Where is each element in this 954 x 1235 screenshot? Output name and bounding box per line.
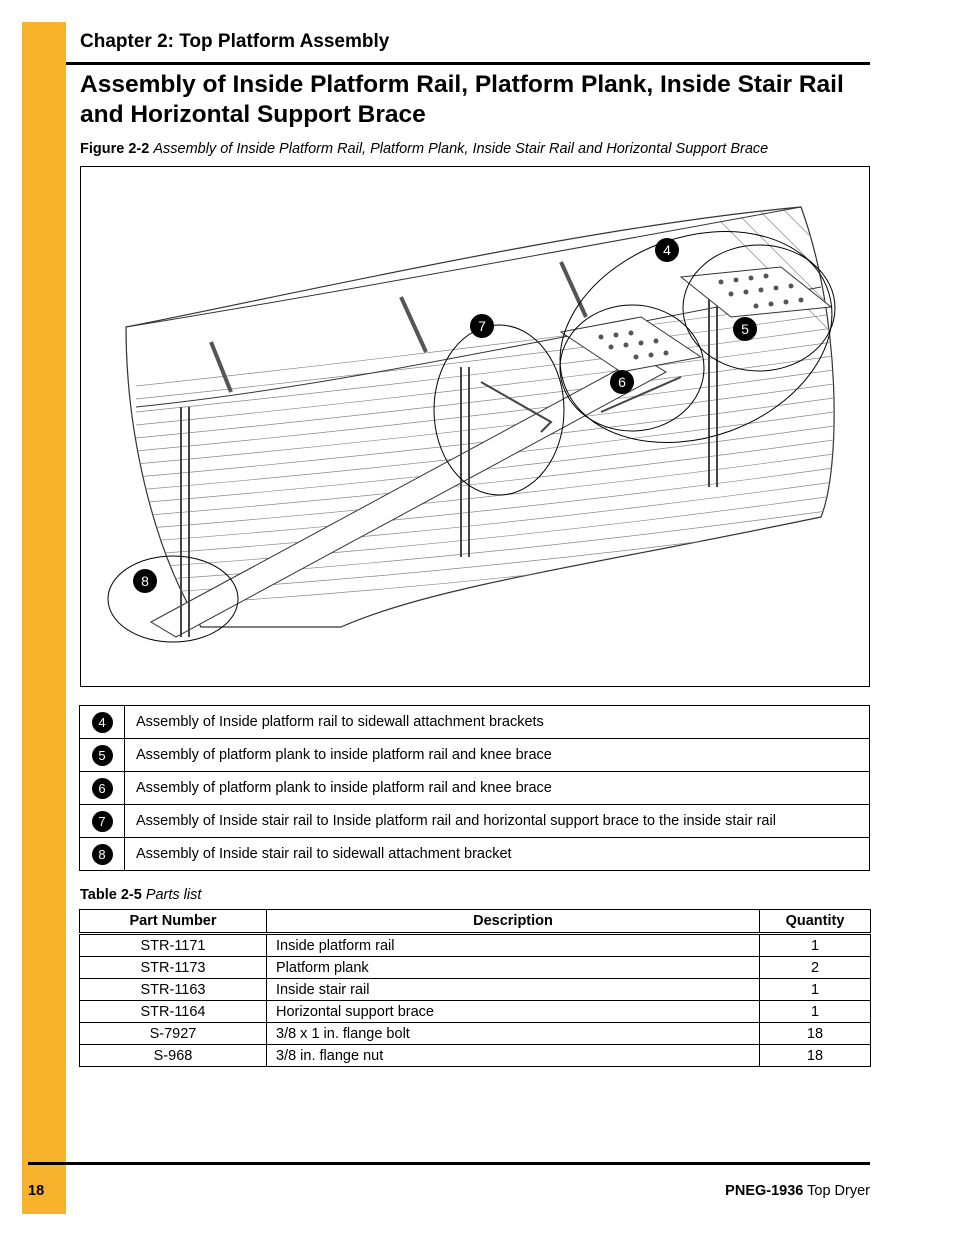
part-number: STR-1173	[80, 957, 267, 979]
table-row	[80, 1001, 871, 1023]
parts-table	[79, 909, 871, 1067]
callout-row	[80, 739, 870, 772]
footer-doc	[725, 1183, 870, 1199]
svg-text:6: 6	[618, 374, 626, 390]
part-description: Inside stair rail	[267, 979, 760, 1001]
callout-text: Assembly of platform plank to inside platform rail and knee brace	[125, 739, 870, 772]
callout-marker-7	[470, 314, 494, 338]
part-quantity: 2	[760, 957, 871, 979]
side-tab	[22, 22, 66, 1214]
table-label: Table 2-5	[80, 887, 142, 903]
footer-rule	[28, 1162, 870, 1165]
chapter-heading: Chapter 2: Top Platform Assembly	[80, 31, 390, 52]
callout-marker-8	[133, 569, 157, 593]
svg-text:5: 5	[741, 321, 749, 337]
part-description: Inside platform rail	[267, 934, 760, 957]
svg-text:8: 8	[141, 573, 149, 589]
callout-marker-4	[655, 238, 679, 262]
callout-badge: 7	[92, 811, 113, 832]
page-title: Assembly of Inside Platform Rail, Platform Plank, Inside Stair Rail and Horizontal Support Brace	[80, 71, 844, 128]
part-number: STR-1164	[80, 1001, 267, 1023]
callout-row	[80, 805, 870, 838]
callout-badge: 6	[92, 778, 113, 799]
part-description: Platform plank	[267, 957, 760, 979]
part-quantity: 18	[760, 1045, 871, 1067]
part-description: Horizontal support brace	[267, 1001, 760, 1023]
column-header: Quantity	[760, 910, 871, 934]
callout-text: Assembly of Inside stair rail to sidewall attachment bracket	[125, 838, 870, 871]
callout-table	[79, 705, 870, 871]
table-row	[80, 1045, 871, 1067]
callout-text: Assembly of platform plank to inside platform rail and knee brace	[125, 772, 870, 805]
callout-marker-5	[733, 317, 757, 341]
part-quantity: 1	[760, 979, 871, 1001]
table-row	[80, 979, 871, 1001]
parts-header-row	[80, 910, 871, 934]
column-header: Description	[267, 910, 760, 934]
header-rule	[66, 62, 870, 65]
callout-badge: 8	[92, 844, 113, 865]
page-number: 18	[28, 1183, 45, 1199]
part-number: S-968	[80, 1045, 267, 1067]
callout-badge: 4	[92, 712, 113, 733]
part-quantity: 1	[760, 934, 871, 957]
svg-text:7: 7	[478, 318, 486, 334]
part-quantity: 18	[760, 1023, 871, 1045]
table-caption-text: Parts list	[145, 887, 202, 903]
table-row	[80, 934, 871, 957]
part-number: STR-1171	[80, 934, 267, 957]
part-quantity: 1	[760, 1001, 871, 1023]
part-number: STR-1163	[80, 979, 267, 1001]
figure-caption	[80, 141, 768, 157]
assembly-drawing	[81, 167, 869, 686]
doc-id: PNEG-1936	[725, 1183, 804, 1199]
svg-text:4: 4	[663, 242, 671, 258]
table-row	[80, 1023, 871, 1045]
callout-text: Assembly of Inside platform rail to sidewall attachment brackets	[125, 706, 870, 739]
callout-badge: 5	[92, 745, 113, 766]
callout-row	[80, 772, 870, 805]
part-description: 3/8 in. flange nut	[267, 1045, 760, 1067]
callout-row	[80, 706, 870, 739]
callout-text: Assembly of Inside stair rail to Inside platform rail and horizontal support brace to the inside stair rail	[125, 805, 870, 838]
callout-marker-6	[610, 370, 634, 394]
part-description: 3/8 x 1 in. flange bolt	[267, 1023, 760, 1045]
figure-label: Figure 2-2	[80, 141, 150, 157]
table-caption	[80, 887, 201, 903]
doc-title: Top Dryer	[807, 1183, 870, 1199]
assembly-figure	[80, 166, 870, 687]
callout-row	[80, 838, 870, 871]
part-number: S-7927	[80, 1023, 267, 1045]
figure-caption-text: Assembly of Inside Platform Rail, Platform Plank, Inside Stair Rail and Horizontal Support Brace	[153, 141, 769, 157]
column-header: Part Number	[80, 910, 267, 934]
table-row	[80, 957, 871, 979]
